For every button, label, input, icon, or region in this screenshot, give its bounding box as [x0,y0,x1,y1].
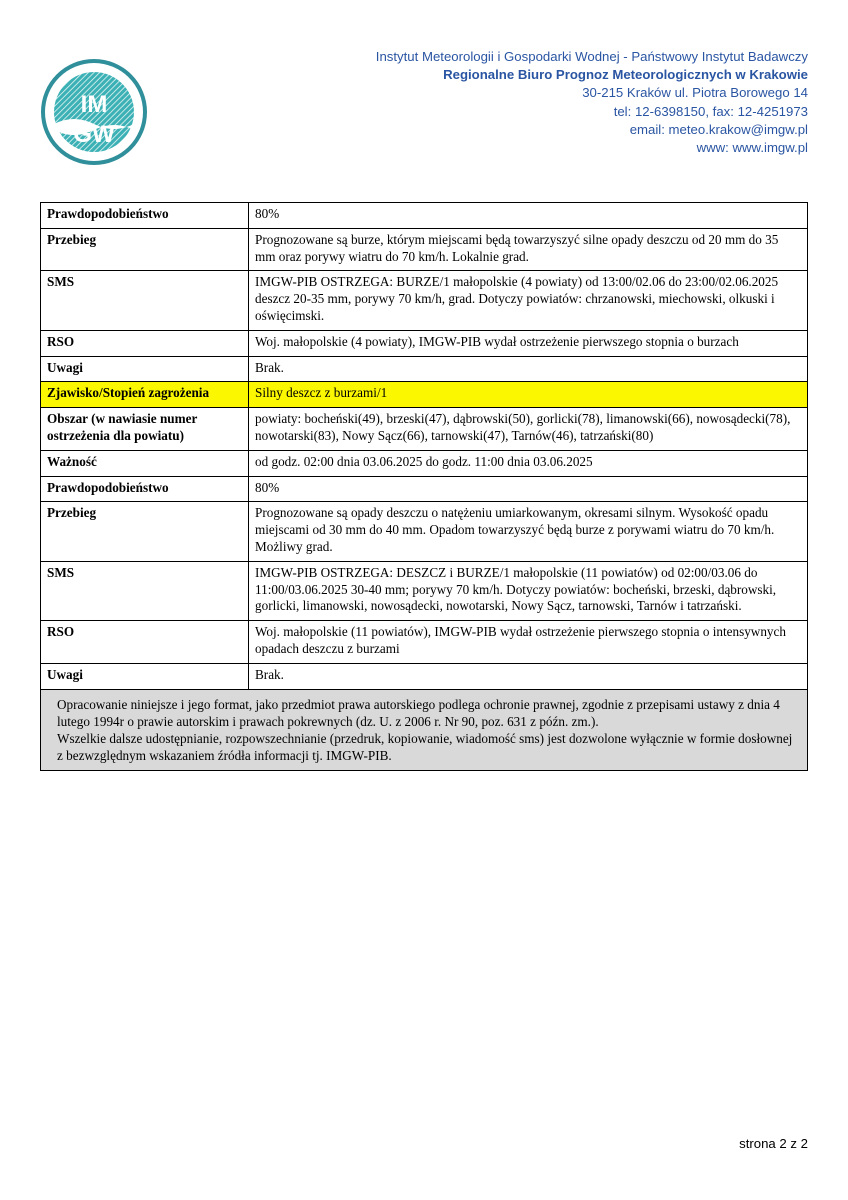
row-label: Uwagi [41,356,249,382]
row-probability-1 [41,203,808,229]
row-value: 80% [249,203,808,229]
copyright-note-cell [41,689,808,770]
row-course-1 [41,228,808,271]
row-value: Woj. małopolskie (11 powiatów), IMGW-PIB wydał ostrzeżenie pierwszego stopnia o intensywnych opadach deszczu z burzami [249,621,808,664]
row-value: Brak. [249,663,808,689]
copyright-paragraph-2: Wszelkie dalsze udostępnianie, rozpowszechnianie (przedruk, kopiowanie, wiadomość sms) jest dozwolone wyłącznie w formie dosłownej z bezwzględnym wskazaniem źródła informacji tj. IMGW-PIB. [57,730,793,763]
row-value: Prognozowane są burze, którym miejscami będą towarzyszyć silne opady deszczu od 20 mm do 35 mm oraz porywy wiatru do 70 km/h. Lokalnie grad. [249,228,808,271]
row-value: Woj. małopolskie (4 powiaty), IMGW-PIB wydał ostrzeżenie pierwszego stopnia o burzach [249,330,808,356]
institute-name: Instytut Meteorologii i Gospodarki Wodnej - Państwowy Instytut Badawczy [375,49,808,64]
office-name: Regionalne Biuro Prognoz Meteorologicznych w Krakowie [443,67,808,83]
row-remarks-2 [41,663,808,689]
row-label: RSO [41,621,249,664]
row-remarks-1 [41,356,808,382]
office-email: email: meteo.krakow@imgw.pl [629,121,808,137]
row-value: Brak. [249,356,808,382]
row-value: Silny deszcz z burzami/1 [249,382,808,408]
logo-text-top: IM [80,91,108,118]
row-value: 80% [249,476,808,502]
office-website: www: www.imgw.pl [696,140,808,156]
page-number: strona 2 z 2 [739,1136,808,1151]
warning-table [40,202,808,771]
row-value: IMGW-PIB OSTRZEGA: DESZCZ i BURZE/1 małopolskie (11 powiatów) od 02:00/03.06 do 11:00/03.06.2025 30-40 mm; porywy 70 km/h. Dotyczy powiatów: bocheński, brzeski, dąbrowski, gorlicki, limanowski, nowosądecki, nowotarski, Nowy Sącz, tarnowski, Tarnów i tatrzański. [249,561,808,620]
row-label: Uwagi [41,663,249,689]
row-rso-2 [41,621,808,664]
row-value: od godz. 02:00 dnia 03.06.2025 do godz. 11:00 dnia 03.06.2025 [249,450,808,476]
row-sms-1 [41,271,808,330]
row-value: powiaty: bocheński(49), brzeski(47), dąbrowski(50), gorlicki(78), limanowski(66), nowosądecki(78), nowotarski(83), Nowy Sącz(66), tarnowski(47), Tarnów(46), tatrzański(80) [249,408,808,451]
row-label: SMS [41,271,249,330]
row-rso-1 [41,330,808,356]
row-label: Przebieg [41,228,249,271]
copyright-paragraph-1: Opracowanie niniejsze i jego format, jako przedmiot prawa autorskiego podlega ochronie prawnej, zgodnie z przepisami ustawy z dnia 4 lutego 1994r o prawie autorskim i prawach pokrewnych (dz. U. z 2006 r. Nr 90, poz. 631 z późn. zm.). [57,696,780,729]
office-phone: tel: 12-6398150, fax: 12-4251973 [613,103,808,119]
row-label: SMS [41,561,249,620]
row-label: Ważność [41,450,249,476]
row-probability-2 [41,476,808,502]
imgw-logo [40,58,148,166]
row-label: Prawdopodobieństwo [41,476,249,502]
row-label: Zjawisko/Stopień zagrożenia [41,382,249,408]
institute-header [248,48,808,157]
office-address: 30-215 Kraków ul. Piotra Borowego 14 [582,85,808,101]
row-area [41,408,808,451]
copyright-note [41,689,808,770]
row-sms-2 [41,561,808,620]
row-value: Prognozowane są opady deszczu o natężeniu umiarkowanym, okresami silnym. Wysokość opadu miejscami od 30 mm do 40 mm. Opadom towarzyszyć będą burze z porywami wiatru do 70 km/h. Możliwy grad. [249,502,808,561]
row-label: Obszar (w nawiasie numer ostrzeżenia dla powiatu) [41,408,249,451]
row-course-2 [41,502,808,561]
row-label: Prawdopodobieństwo [41,203,249,229]
row-phenomenon-level [41,382,808,408]
row-label: RSO [41,330,249,356]
row-validity [41,450,808,476]
logo-text-bottom: GW [73,121,115,148]
row-value: IMGW-PIB OSTRZEGA: BURZE/1 małopolskie (4 powiaty) od 13:00/02.06 do 23:00/02.06.2025 deszcz 20-35 mm, porywy 70 km/h, grad. Dotyczy powiatów: chrzanowski, miechowski, olkuski i oświęcimski. [249,271,808,330]
row-label: Przebieg [41,502,249,561]
